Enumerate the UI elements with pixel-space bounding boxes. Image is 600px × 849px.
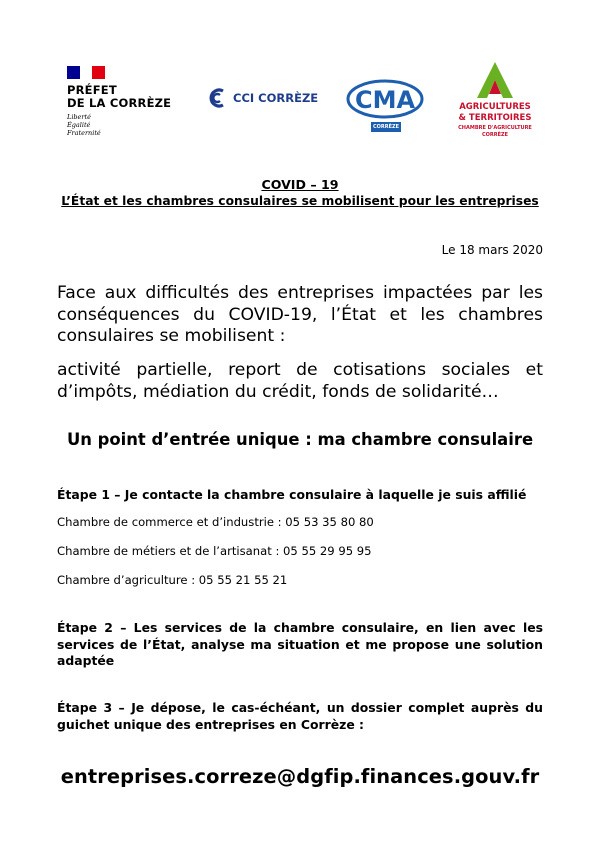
prefet-name-line2: DE LA CORRÈZE <box>67 96 172 110</box>
cma-mark-icon <box>345 76 425 122</box>
motto-egalite: Égalité <box>67 121 91 129</box>
page-subtitle: L’État et les chambres consulaires se mobilisent pour les entreprises <box>61 194 539 208</box>
contact-email[interactable]: entreprises.correze@dgfip.finances.gouv.fr <box>60 765 540 788</box>
step-1: Étape 1 – Je contacte la chambre consulaire à laquelle je suis affilié <box>57 487 527 502</box>
page-title: COVID – 19 <box>261 177 339 192</box>
agri-mark-icon <box>455 60 535 100</box>
document-date: Le 18 mars 2020 <box>441 243 543 257</box>
french-flag-icon <box>67 66 105 79</box>
svg-text:CMA: CMA <box>354 86 416 114</box>
measures-paragraph: activité partielle, report de cotisations sociales et d’impôts, médiation du crédit, fonds de solidarité… <box>57 360 543 402</box>
cci-mark-icon <box>207 87 229 109</box>
contact-cma: Chambre de métiers et de l’artisanat : 05 55 29 95 95 <box>57 544 372 558</box>
cma-badge: CORRÈZE <box>372 124 400 130</box>
prefet-logo <box>62 62 182 142</box>
motto-fraternite: Fraternité <box>67 129 101 137</box>
agri-line4: CORRÈZE <box>481 132 509 138</box>
step-3: Étape 3 – Je dépose, le cas-échéant, un dossier complet auprès du guichet unique des entreprises en Corrèze : <box>57 700 543 732</box>
step-2: Étape 2 – Les services de la chambre consulaire, en lien avec les services de l’État, analyse ma situation et me propose une solution adaptée <box>57 620 543 668</box>
intro-paragraph: Face aux difficultés des entreprises impactées par les conséquences du COVID-19, l’État et les chambres consulaires se mobilisent : <box>57 283 543 346</box>
cci-logo <box>207 85 322 113</box>
contact-cci: Chambre de commerce et d’industrie : 05 53 35 80 80 <box>57 515 374 529</box>
agri-line3: CHAMBRE D'AGRICULTURE <box>458 125 532 131</box>
contact-agriculture: Chambre d’agriculture : 05 55 21 55 21 <box>57 573 288 587</box>
agriculture-logo <box>455 60 535 144</box>
cci-logo-text: CCI CORRÈZE <box>233 91 319 105</box>
agri-line2: & TERRITOIRES <box>458 113 532 123</box>
section-heading: Un point d’entrée unique : ma chambre consulaire <box>66 430 534 449</box>
cma-logo <box>345 76 425 138</box>
agri-line1: AGRICULTURES <box>459 102 531 112</box>
motto-liberte: Liberté <box>67 113 91 121</box>
prefet-name-line1: PRÉFET <box>67 83 117 97</box>
